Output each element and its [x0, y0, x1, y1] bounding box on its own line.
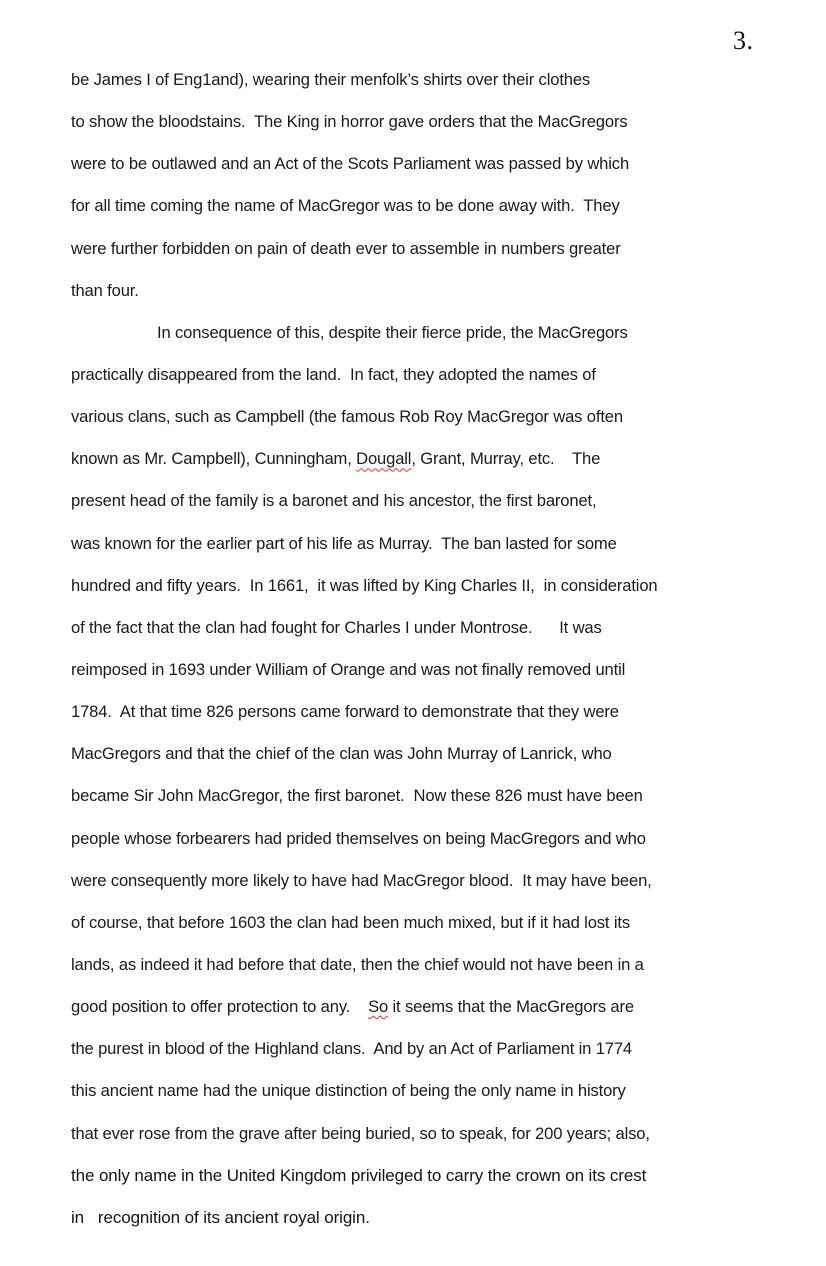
- text-line-with-spellcheck: known as Mr. Campbell), Cunningham, Dougall, Grant, Murray, etc. The: [71, 449, 601, 469]
- text-line: be James I of Eng1and), wearing their menfolk’s shirts over their clothes: [71, 70, 591, 89]
- text-line: became Sir John MacGregor, the first baronet. Now these 826 must have been: [71, 786, 643, 806]
- spellcheck-flagged-word: Dougall: [356, 449, 412, 469]
- text-line: 1784. At that time 826 persons came forward to demonstrate that they were: [71, 702, 619, 722]
- text-line: than four.: [71, 280, 139, 300]
- text-line: that ever rose from the grave after being buried, so to speak, for 200 years; also,: [71, 1123, 650, 1143]
- text-line: was known for the earlier part of his life as Murray. The ban lasted for some: [71, 533, 617, 553]
- spellcheck-flagged-word: So: [368, 997, 389, 1017]
- text-line: were consequently more likely to have had MacGregor blood. It may have been,: [71, 870, 652, 890]
- text-line-with-spellcheck: good position to offer protection to any. So it seems that the MacGregors are: [71, 997, 634, 1017]
- text-line: to show the bloodstains. The King in horror gave orders that the MacGregors: [71, 112, 628, 132]
- page-number: 3.: [733, 26, 754, 55]
- text-line: MacGregors and that the chief of the clan was John Murray of Lanrick, who: [71, 744, 612, 764]
- text-line: were to be outlawed and an Act of the Scots Parliament was passed by which: [71, 154, 630, 174]
- text-line: in recognition of its ancient royal origin.: [71, 1207, 370, 1227]
- text-line: the purest in blood of the Highland clans. And by an Act of Parliament in 1774: [71, 1039, 633, 1059]
- text-line: people whose forbearers had prided themselves on being MacGregors and who: [71, 828, 646, 848]
- text-line: for all time coming the name of MacGregor was to be done away with. They: [71, 196, 620, 216]
- text-line-indented: In consequence of this, despite their fierce pride, the MacGregors: [157, 322, 628, 342]
- text-line: this ancient name had the unique distinction of being the only name in history: [71, 1081, 626, 1101]
- text-line: hundred and fifty years. In 1661, it was lifted by King Charles II, in consideration: [71, 575, 658, 595]
- text-line: practically disappeared from the land. In fact, they adopted the names of: [71, 364, 596, 384]
- text-line: were further forbidden on pain of death ever to assemble in numbers greater: [71, 238, 621, 258]
- text-line: of course, that before 1603 the clan had been much mixed, but if it had lost its: [71, 912, 630, 932]
- text-line: present head of the family is a baronet and his ancestor, the first baronet,: [71, 491, 597, 511]
- text-line: various clans, such as Campbell (the famous Rob Roy MacGregor was often: [71, 407, 623, 427]
- text-line: reimposed in 1693 under William of Orange and was not finally removed until: [71, 659, 626, 679]
- text-line: lands, as indeed it had before that date, then the chief would not have been in a: [71, 954, 644, 974]
- text-line: the only name in the United Kingdom privileged to carry the crown on its crest: [71, 1165, 647, 1185]
- body-text: [71, 66, 791, 1246]
- text-line: of the fact that the clan had fought for Charles I under Montrose. It was: [71, 617, 602, 637]
